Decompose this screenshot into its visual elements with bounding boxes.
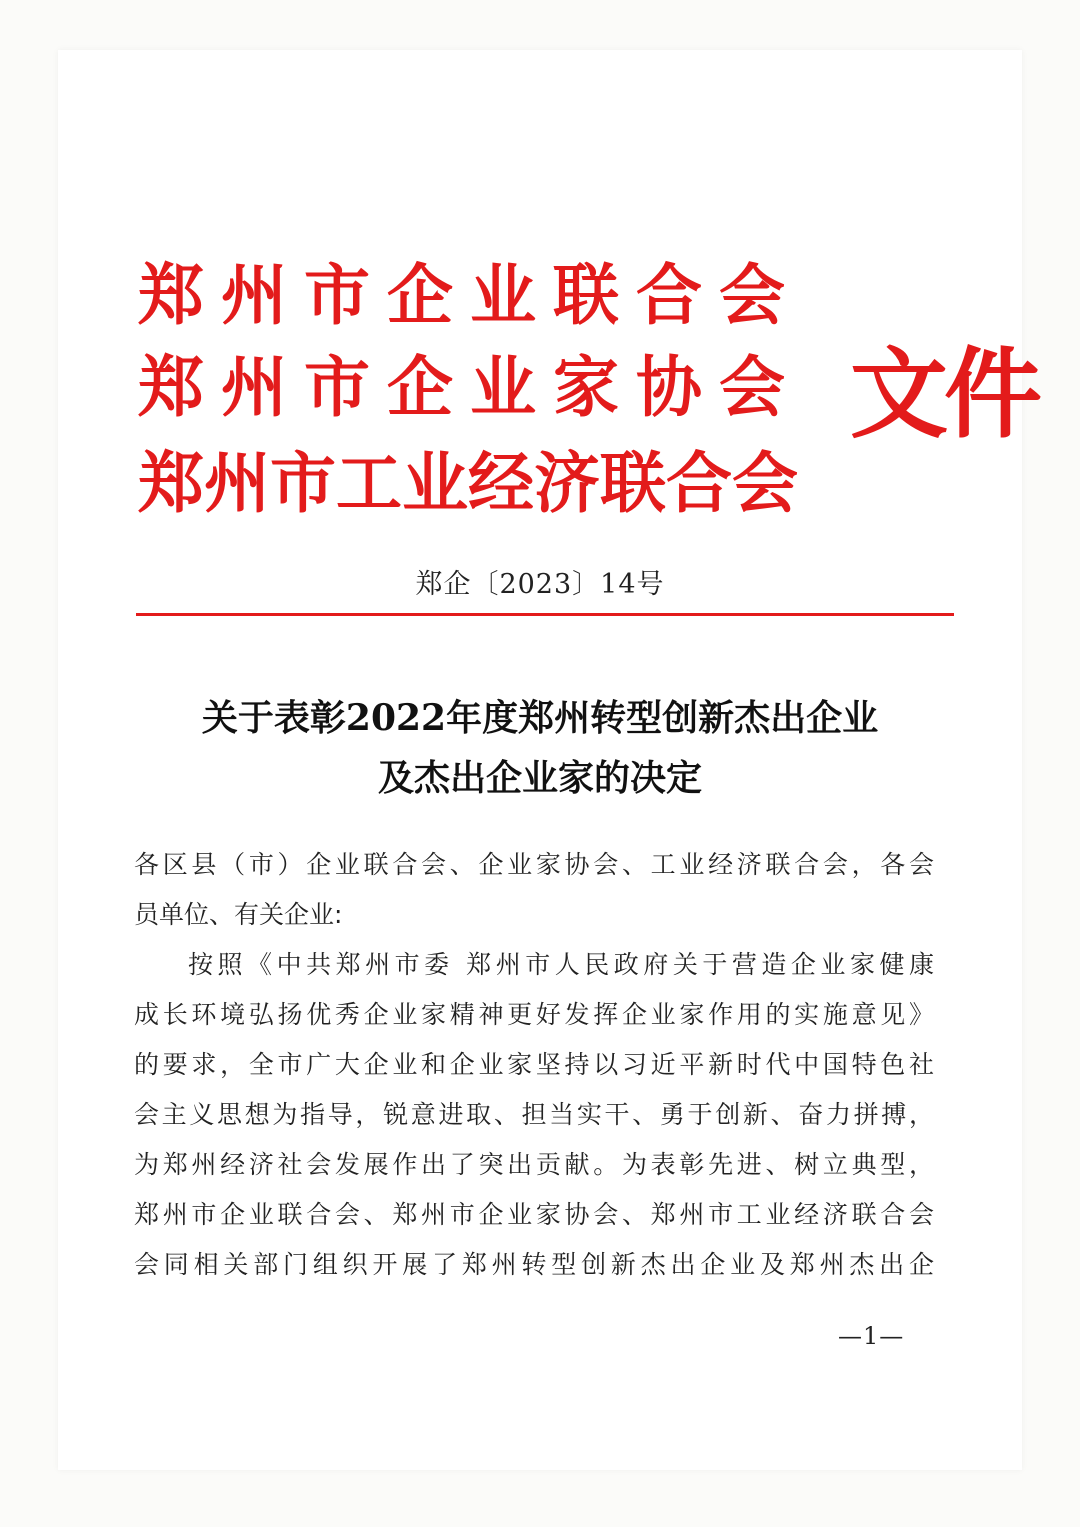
body-line: 成长环境弘扬优秀企业家精神更好发挥企业家作用的实施意见》 bbox=[134, 1000, 934, 1029]
body-line: 员单位、有关企业: bbox=[134, 900, 343, 929]
document-type-word: 文件 bbox=[850, 337, 1039, 452]
document-page bbox=[58, 50, 1039, 1470]
document-title-line-1: 关于表彰2022年度郑州转型创新杰出企业 bbox=[201, 697, 879, 739]
body-line: 各区县（市）企业联合会、企业家协会、工业经济联合会，各会 bbox=[134, 850, 934, 879]
issuing-org-1: 郑州市企业联合会 bbox=[138, 256, 802, 334]
body-line: 郑州市企业联合会、郑州市企业家协会、郑州市工业经济联合会 bbox=[134, 1200, 934, 1229]
body-line: 的要求，全市广大企业和企业家坚持以习近平新时代中国特色社 bbox=[134, 1050, 934, 1079]
issuing-org-2: 郑州市企业家协会 bbox=[138, 348, 802, 426]
document-title-line-2: 及杰出企业家的决定 bbox=[377, 757, 702, 799]
document-header bbox=[138, 250, 1039, 570]
page-number: —1— bbox=[838, 1322, 905, 1350]
body-line: 会同相关部门组织开展了郑州转型创新杰出企业及郑州杰出企 bbox=[134, 1250, 934, 1279]
body-line: 会主义思想为指导，锐意进取、担当实干、勇于创新、奋力拼搏， bbox=[134, 1100, 934, 1129]
body-line: 为郑州经济社会发展作出了突出贡献。为表彰先进、树立典型， bbox=[134, 1150, 934, 1179]
red-divider-line bbox=[136, 613, 954, 616]
body-line: 按照《中共郑州市委 郑州市人民政府关于营造企业家健康 bbox=[188, 950, 934, 979]
document-body bbox=[134, 840, 934, 1290]
issuing-org-3: 郑州市工业经济联合会 bbox=[138, 444, 798, 522]
document-number: 郑企〔2023〕14号 bbox=[415, 569, 665, 600]
